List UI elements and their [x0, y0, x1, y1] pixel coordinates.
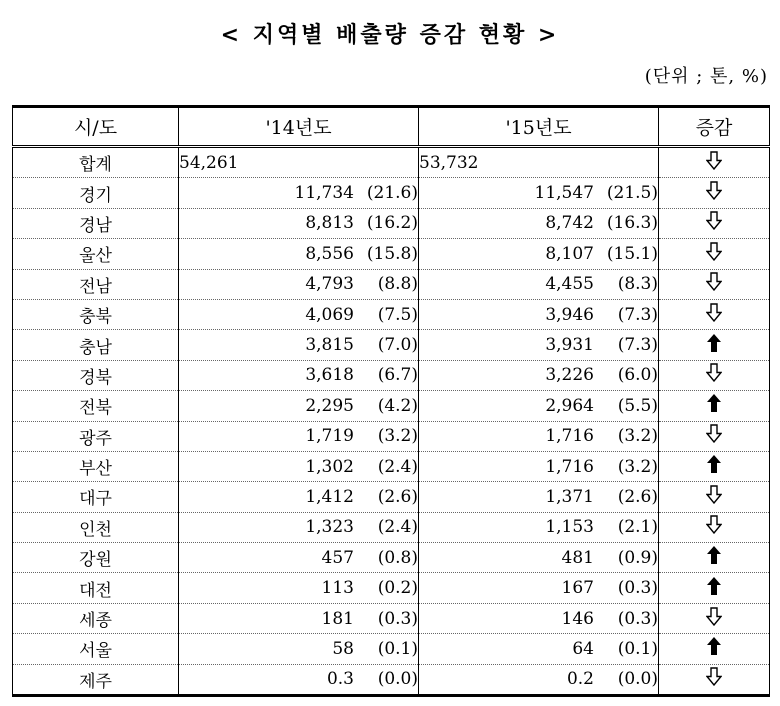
region-cell: 충북: [13, 299, 179, 329]
table-header-row: [13, 107, 770, 147]
region-cell: 광주: [13, 421, 179, 451]
share-percent: (2.6): [617, 486, 658, 507]
share-percent: (0.0): [377, 669, 418, 690]
down-arrow-icon: [706, 515, 722, 539]
table-row: [13, 634, 770, 664]
share-percent: (0.2): [377, 578, 418, 599]
change-cell: [659, 512, 770, 542]
emission-value: 1,716: [545, 456, 594, 477]
region-cell: 전북: [13, 391, 179, 421]
share-percent: (8.8): [377, 274, 418, 295]
change-cell: [659, 421, 770, 451]
region-cell: 부산: [13, 451, 179, 481]
value-cell-2014: [179, 178, 419, 208]
region-cell: 경북: [13, 360, 179, 390]
value-cell-2014: [179, 482, 419, 512]
value-cell-2015: [419, 634, 659, 664]
emission-value: 481: [561, 547, 594, 568]
down-arrow-icon: [706, 303, 722, 327]
down-arrow-icon: [706, 424, 722, 448]
value-cell-2015: [419, 299, 659, 329]
header-2014: '14년도: [179, 107, 419, 147]
header-2015: '15년도: [419, 107, 659, 147]
down-arrow-icon: [706, 485, 722, 509]
total-change: [659, 147, 770, 178]
down-arrow-icon: [706, 181, 722, 205]
share-percent: (16.3): [606, 213, 658, 234]
share-percent: (3.2): [377, 426, 418, 447]
emission-value: 181: [321, 608, 354, 629]
emission-value: 3,931: [545, 335, 594, 356]
down-arrow-icon: [706, 242, 722, 266]
share-percent: (0.3): [617, 578, 658, 599]
share-percent: (3.2): [617, 456, 658, 477]
down-arrow-icon: [706, 272, 722, 296]
table-row: [13, 664, 770, 695]
table-row: [13, 208, 770, 238]
unit-label: (단위 ; 톤, %): [644, 66, 768, 87]
share-percent: (0.3): [617, 608, 658, 629]
region-cell: 경남: [13, 208, 179, 238]
region-cell: 세종: [13, 603, 179, 633]
change-cell: [659, 391, 770, 421]
emission-value: 3,226: [545, 365, 594, 386]
value-cell-2014: [179, 421, 419, 451]
share-percent: (5.5): [617, 395, 658, 416]
share-percent: (2.4): [377, 456, 418, 477]
share-percent: (7.5): [377, 304, 418, 325]
change-cell: [659, 603, 770, 633]
emission-value: 1,412: [305, 486, 354, 507]
value-cell-2015: [419, 664, 659, 695]
change-cell: [659, 573, 770, 603]
value-cell-2015: [419, 360, 659, 390]
region-cell: 경기: [13, 178, 179, 208]
value-cell-2015: [419, 543, 659, 573]
emission-value: 457: [321, 547, 354, 568]
share-percent: (15.8): [366, 243, 418, 264]
value-cell-2015: [419, 512, 659, 542]
emission-value: 3,946: [545, 304, 594, 325]
share-percent: (2.4): [377, 517, 418, 538]
header-region: 시/도: [13, 107, 179, 147]
emission-value: 64: [572, 638, 594, 659]
emission-value: 8,742: [545, 213, 594, 234]
region-cell: 대구: [13, 482, 179, 512]
value-cell-2015: [419, 178, 659, 208]
down-arrow-icon: [706, 211, 722, 235]
change-cell: [659, 482, 770, 512]
value-cell-2015: [419, 239, 659, 269]
value-cell-2015: [419, 208, 659, 238]
share-percent: (0.9): [617, 547, 658, 568]
change-cell: [659, 299, 770, 329]
emission-value: 167: [561, 578, 594, 599]
value-cell-2014: [179, 330, 419, 360]
value-cell-2015: [419, 421, 659, 451]
region-cell: 인천: [13, 512, 179, 542]
share-percent: (6.0): [617, 365, 658, 386]
table-row: [13, 543, 770, 573]
table-row: [13, 451, 770, 481]
emission-value: 2,295: [305, 395, 354, 416]
change-cell: [659, 634, 770, 664]
value-cell-2014: [179, 664, 419, 695]
change-cell: [659, 543, 770, 573]
emission-value: 1,716: [545, 426, 594, 447]
value-cell-2014: [179, 391, 419, 421]
value-cell-2014: [179, 634, 419, 664]
emission-value: 113: [321, 578, 354, 599]
total-row: [13, 147, 770, 178]
emission-value: 3,618: [305, 365, 354, 386]
share-percent: (7.3): [617, 335, 658, 356]
share-percent: (0.1): [377, 638, 418, 659]
change-cell: [659, 269, 770, 299]
change-cell: [659, 208, 770, 238]
table-row: [13, 512, 770, 542]
value-cell-2014: [179, 360, 419, 390]
value-cell-2014: [179, 603, 419, 633]
share-percent: (4.2): [377, 395, 418, 416]
share-percent: (0.8): [377, 547, 418, 568]
share-percent: (0.0): [617, 669, 658, 690]
table-row: [13, 299, 770, 329]
table-row: [13, 603, 770, 633]
value-cell-2015: [419, 451, 659, 481]
share-percent: (8.3): [617, 274, 658, 295]
emission-value: 8,556: [305, 243, 354, 264]
down-arrow-icon: [706, 151, 722, 175]
table-row: [13, 482, 770, 512]
total-2014: 54,261: [179, 147, 419, 178]
share-percent: (3.2): [617, 426, 658, 447]
emission-value: 2,964: [545, 395, 594, 416]
emission-value: 11,734: [294, 183, 354, 204]
region-cell: 충남: [13, 330, 179, 360]
up-arrow-icon: [707, 577, 721, 600]
region-cell: 서울: [13, 634, 179, 664]
table-row: [13, 421, 770, 451]
emission-value: 0.3: [326, 669, 354, 690]
down-arrow-icon: [706, 363, 722, 387]
value-cell-2014: [179, 451, 419, 481]
share-percent: (2.1): [617, 517, 658, 538]
down-arrow-icon: [706, 667, 722, 691]
change-cell: [659, 330, 770, 360]
value-cell-2014: [179, 269, 419, 299]
share-percent: (7.3): [617, 304, 658, 325]
region-cell: 제주: [13, 664, 179, 695]
total-2015: 53,732: [419, 147, 659, 178]
table-row: [13, 573, 770, 603]
emission-value: 8,107: [545, 243, 594, 264]
value-cell-2014: [179, 208, 419, 238]
down-arrow-icon: [706, 607, 722, 631]
page-title: < 지역별 배출량 증감 현황 >: [220, 22, 560, 48]
share-percent: (21.5): [606, 183, 658, 204]
total-label: 합계: [13, 147, 179, 178]
value-cell-2014: [179, 512, 419, 542]
change-cell: [659, 178, 770, 208]
emission-value: 4,069: [305, 304, 354, 325]
change-cell: [659, 451, 770, 481]
emission-value: 0.2: [566, 669, 594, 690]
value-cell-2015: [419, 573, 659, 603]
value-cell-2015: [419, 603, 659, 633]
table-row: [13, 269, 770, 299]
share-percent: (21.6): [366, 183, 418, 204]
emission-value: 11,547: [534, 183, 594, 204]
share-percent: (15.1): [606, 243, 658, 264]
up-arrow-icon: [707, 546, 721, 569]
region-cell: 대전: [13, 573, 179, 603]
share-percent: (0.1): [617, 638, 658, 659]
emission-value: 58: [332, 638, 354, 659]
value-cell-2015: [419, 391, 659, 421]
value-cell-2014: [179, 543, 419, 573]
emission-value: 1,153: [545, 517, 594, 538]
emission-value: 1,719: [305, 426, 354, 447]
table-body: [13, 147, 770, 696]
emissions-table: [12, 105, 770, 697]
share-percent: (0.3): [377, 608, 418, 629]
value-cell-2015: [419, 269, 659, 299]
change-cell: [659, 664, 770, 695]
table-row: [13, 330, 770, 360]
value-cell-2015: [419, 330, 659, 360]
up-arrow-icon: [707, 394, 721, 417]
emission-value: 8,813: [305, 213, 354, 234]
emission-value: 146: [561, 608, 594, 629]
share-percent: (7.0): [377, 335, 418, 356]
value-cell-2014: [179, 573, 419, 603]
region-cell: 울산: [13, 239, 179, 269]
emission-value: 1,302: [305, 456, 354, 477]
value-cell-2014: [179, 239, 419, 269]
emission-value: 1,323: [305, 517, 354, 538]
share-percent: (2.6): [377, 486, 418, 507]
up-arrow-icon: [707, 455, 721, 478]
up-arrow-icon: [707, 637, 721, 660]
emission-value: 1,371: [545, 486, 594, 507]
value-cell-2014: [179, 299, 419, 329]
table-row: [13, 178, 770, 208]
table-row: [13, 239, 770, 269]
region-cell: 전남: [13, 269, 179, 299]
emission-value: 4,793: [305, 274, 354, 295]
emission-value: 3,815: [305, 335, 354, 356]
region-cell: 강원: [13, 543, 179, 573]
table-row: [13, 360, 770, 390]
table-row: [13, 391, 770, 421]
emission-value: 4,455: [545, 274, 594, 295]
value-cell-2015: [419, 482, 659, 512]
change-cell: [659, 360, 770, 390]
change-cell: [659, 239, 770, 269]
share-percent: (6.7): [377, 365, 418, 386]
share-percent: (16.2): [366, 213, 418, 234]
header-change: 증감: [659, 107, 770, 147]
up-arrow-icon: [707, 334, 721, 357]
